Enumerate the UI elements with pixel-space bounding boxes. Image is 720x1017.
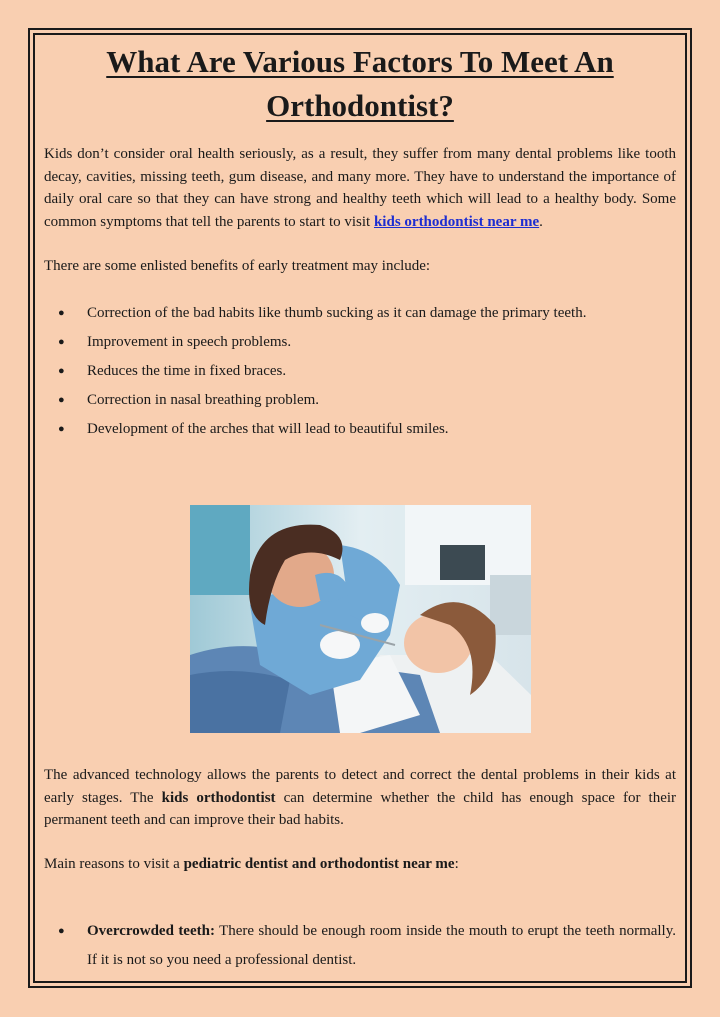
list-item <box>44 299 676 328</box>
dentist-photo-illustration <box>190 505 531 733</box>
benefits-list <box>44 299 676 444</box>
dentist-child-photo <box>190 505 531 733</box>
bullet-icon: ● <box>58 306 65 319</box>
bullet-icon: ● <box>58 364 65 377</box>
reasons-text: Main reasons to visit a <box>44 856 184 872</box>
reasons-list <box>44 917 676 975</box>
bullet-icon: ● <box>58 393 65 406</box>
list-item-text: Correction of the bad habits like thumb sucking as it can damage the primary teeth. <box>87 304 587 321</box>
list-item-text: Development of the arches that will lead to beautiful smiles. <box>87 420 449 437</box>
bullet-icon: ● <box>58 335 65 348</box>
list-item-text: Correction in nasal breathing problem. <box>87 391 320 408</box>
reason-text: There should be enough room inside the mouth to erupt the teeth normally. If it is not so you need a professional dentist. <box>87 923 677 968</box>
bullet-icon: ● <box>58 422 65 435</box>
technology-text: The advanced technology allows the parents to detect and correct the dental problems in their kids at early stages. The <box>44 767 676 806</box>
reasons-bold: pediatric dentist and orthodontist near me <box>183 856 455 872</box>
list-item <box>44 917 676 975</box>
bullet-icon: ● <box>58 925 65 937</box>
technology-text-end: can determine whether the child has enough space for their permanent teeth and can improve their bad habits. <box>44 789 677 828</box>
list-item-text: Improvement in speech problems. <box>87 333 292 350</box>
intro-paragraph <box>44 143 676 233</box>
article <box>44 40 676 444</box>
reason-label: Overcrowded teeth: <box>87 923 215 939</box>
list-item <box>44 357 676 386</box>
technology-paragraph <box>44 764 676 832</box>
list-item <box>44 415 676 444</box>
reasons-end: : <box>454 856 459 872</box>
page-title: What Are Various Factors To Meet An Orthodontist? <box>106 44 614 123</box>
list-item-text: Reduces the time in fixed braces. <box>87 362 287 379</box>
intro-end: . <box>539 213 543 230</box>
kids-orthodontist-link[interactable]: kids orthodontist near me <box>373 213 540 230</box>
benefits-intro: There are some enlisted benefits of early treatment may include: <box>44 258 431 274</box>
list-item <box>44 386 676 415</box>
reasons-paragraph <box>44 853 676 876</box>
intro-text: Kids don’t consider oral health seriously, as a result, they suffer from many dental problems like tooth decay, cavities, missing teeth, gum disease, and many more. They have to understand the importance of daily oral care so that they can have strong and healthy teeth which will lead to a healthy body. Some common symptoms that tell the parents to start to visit <box>44 146 676 230</box>
technology-bold: kids orthodontist <box>161 789 276 806</box>
list-item <box>44 328 676 357</box>
